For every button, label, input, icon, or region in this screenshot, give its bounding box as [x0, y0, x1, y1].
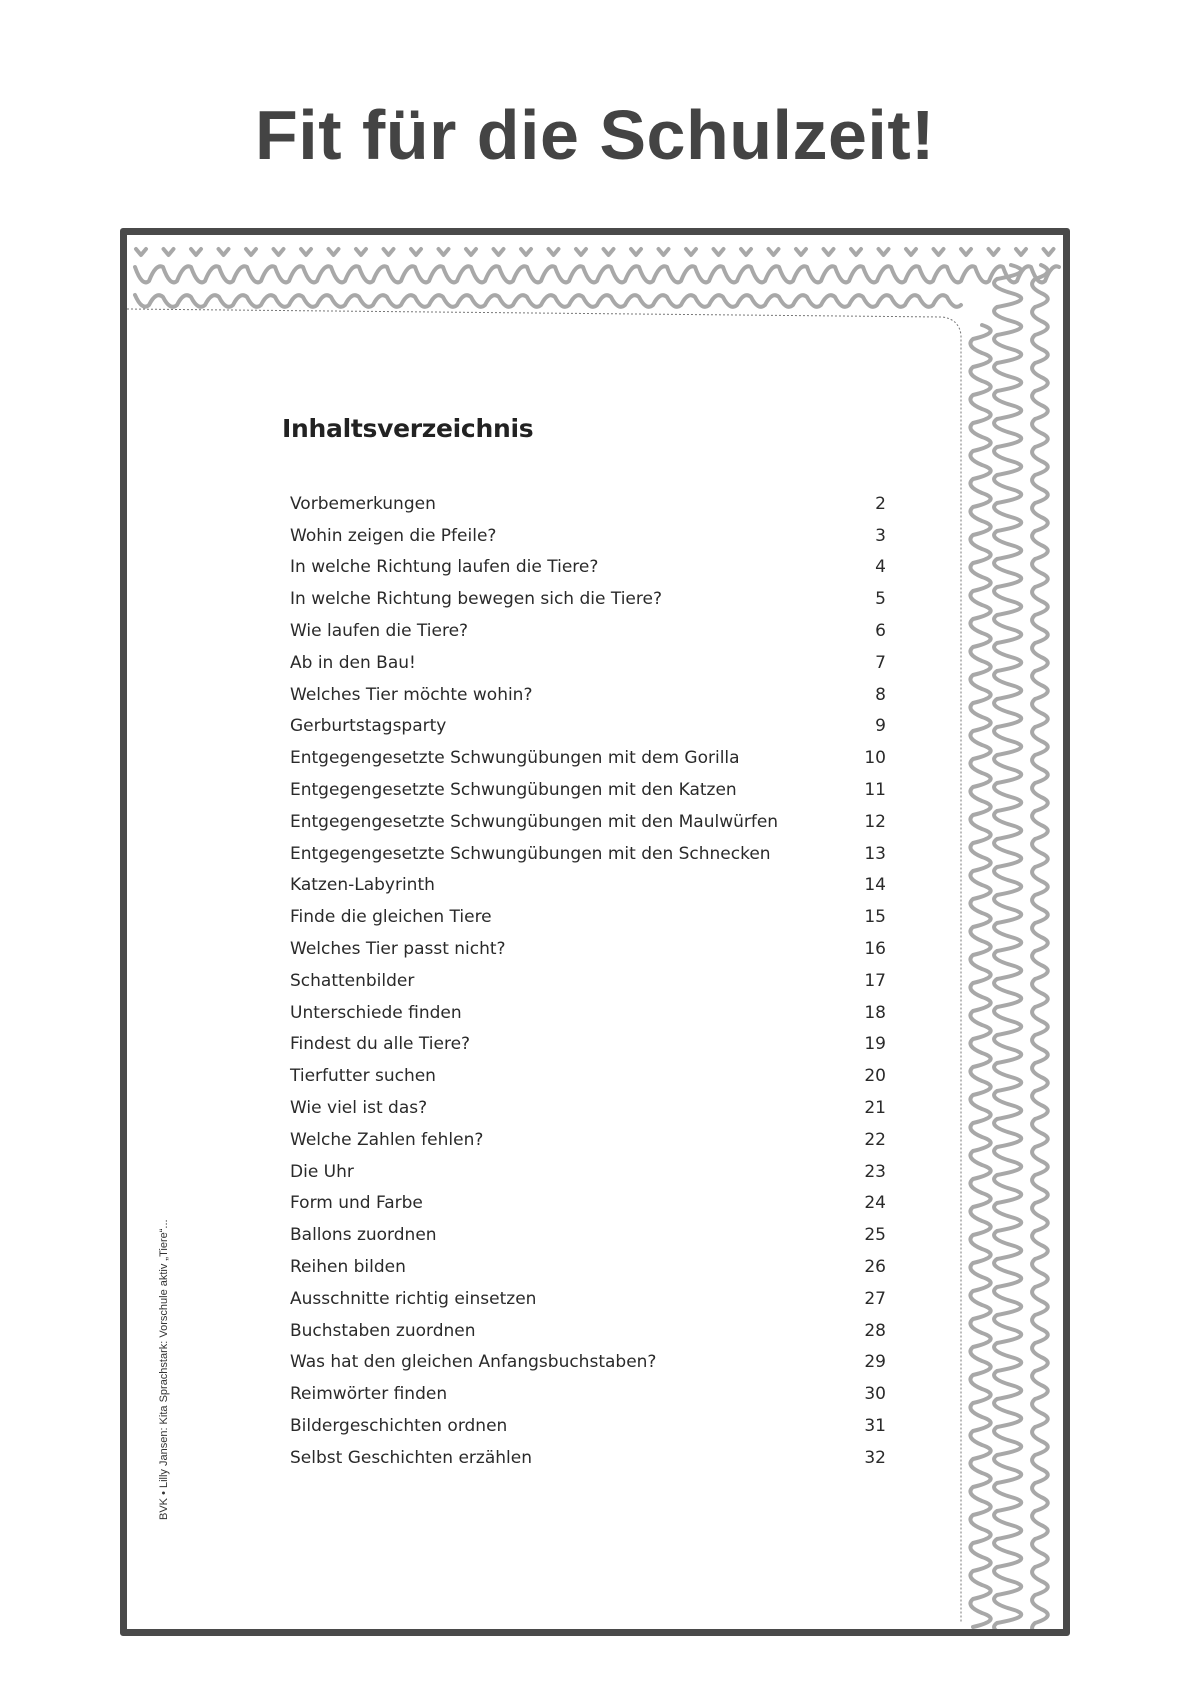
right-inner-wave	[970, 325, 990, 1627]
toc-entry-page: 8	[875, 684, 886, 705]
toc-entry-label: Ausschnitte richtig einsetzen	[290, 1288, 537, 1309]
toc-entry-page: 14	[864, 875, 886, 896]
toc-entry-label: Vorbemerkungen	[290, 493, 436, 514]
toc-entry-label: In welche Richtung bewegen sich die Tiere?	[290, 589, 662, 610]
top-small-wave	[136, 249, 1054, 255]
toc-entry	[290, 679, 886, 711]
toc-entry-page: 28	[864, 1320, 886, 1341]
toc-entry	[290, 647, 886, 679]
toc-entry-page: 12	[864, 811, 886, 832]
toc-entry-label: Selbst Geschichten erzählen	[290, 1447, 532, 1468]
right-outer-wave	[1032, 265, 1048, 1629]
toc-entry-label: Entgegengesetzte Schwungübungen mit den Katzen	[290, 780, 737, 801]
toc-entry-page: 24	[864, 1193, 886, 1214]
toc-entry-page: 3	[875, 525, 886, 546]
toc-entry-page: 16	[864, 939, 886, 960]
toc-entry-label: Welches Tier möchte wohin?	[290, 684, 533, 705]
toc-entry-label: Reihen bilden	[290, 1257, 406, 1278]
toc-entry	[290, 1251, 886, 1283]
toc-entry-page: 10	[864, 748, 886, 769]
toc-entry-label: Entgegengesetzte Schwungübungen mit den Maulwürfen	[290, 811, 779, 832]
toc-entry-label: Form und Farbe	[290, 1193, 423, 1214]
toc-entry	[290, 933, 886, 965]
toc-entry-page: 21	[864, 1098, 886, 1119]
toc-entry-label: Ab in den Bau!	[290, 652, 416, 673]
toc-entry-label: Welches Tier passt nicht?	[290, 939, 506, 960]
toc-entry	[290, 742, 886, 774]
toc-entry	[290, 1219, 886, 1251]
toc-heading: Inhaltsverzeichnis	[282, 414, 534, 443]
toc-entry	[290, 1092, 886, 1124]
toc-entry	[290, 838, 886, 870]
toc-entry-page: 9	[875, 716, 886, 737]
toc-entry-page: 15	[864, 907, 886, 928]
toc-entry-label: Findest du alle Tiere?	[290, 1034, 471, 1055]
toc-entry-page: 7	[875, 652, 886, 673]
top-main-wave	[135, 266, 1059, 282]
toc-entry-page: 6	[875, 621, 886, 642]
toc-entry-page: 25	[864, 1225, 886, 1246]
toc-entry-label: Finde die gleichen Tiere	[290, 907, 492, 928]
toc-entry-label: Unterschiede finden	[290, 1002, 462, 1023]
toc-entry-label: Tierfutter suchen	[290, 1066, 436, 1087]
toc-entry	[290, 870, 886, 902]
toc-entry	[290, 1156, 886, 1188]
toc-entry	[290, 1378, 886, 1410]
toc-entry-page: 13	[864, 843, 886, 864]
toc-entry-label: Ballons zuordnen	[290, 1225, 437, 1246]
toc-entry	[290, 615, 886, 647]
toc-entry-page: 18	[864, 1002, 886, 1023]
toc-entry-page: 17	[864, 970, 886, 991]
toc-entry	[290, 520, 886, 552]
toc-entry-label: Gerburtstagsparty	[290, 716, 447, 737]
toc-entry	[290, 1442, 886, 1474]
toc-entry-label: In welche Richtung laufen die Tiere?	[290, 557, 599, 578]
toc-entry	[290, 965, 886, 997]
toc-entry	[290, 1188, 886, 1220]
toc-entry	[290, 997, 886, 1029]
toc-entry	[290, 901, 886, 933]
top-lower-wave	[135, 295, 961, 307]
toc-entry	[290, 583, 886, 615]
toc-entry-label: Reimwörter finden	[290, 1384, 448, 1405]
toc-entry-label: Schattenbilder	[290, 970, 415, 991]
toc-entry-page: 20	[864, 1066, 886, 1087]
toc-entry	[290, 1410, 886, 1442]
toc-entry-label: Wie viel ist das?	[290, 1098, 428, 1119]
toc-entry	[290, 1060, 886, 1092]
right-main-wave	[994, 265, 1021, 1629]
toc-entry	[290, 488, 886, 520]
toc-entry-page: 22	[864, 1129, 886, 1150]
toc-entry-page: 31	[864, 1416, 886, 1436]
toc-entry-page: 30	[864, 1384, 886, 1405]
toc-entry-label: Welche Zahlen fehlen?	[290, 1129, 484, 1150]
toc-entry-page: 2	[875, 493, 886, 514]
toc-entry-label: Buchstaben zuordnen	[290, 1320, 476, 1341]
page-title: Fit für die Schulzeit!	[255, 96, 935, 174]
toc-entry	[290, 552, 886, 584]
toc-entry-label: Bildergeschichten ordnen	[290, 1416, 508, 1436]
toc-entry-label: Entgegengesetzte Schwungübungen mit den Schnecken	[290, 843, 771, 864]
toc-entry-page: 29	[864, 1352, 886, 1373]
toc-entry	[290, 1124, 886, 1156]
toc-entry-label: Katzen-Labyrinth	[290, 875, 435, 896]
toc-entry	[290, 774, 886, 806]
toc-entry	[290, 711, 886, 743]
toc-entry	[290, 1315, 886, 1347]
side-credit: BVK • Lilly Jansen: Kita Sprachstark: Vorschule aktiv „Tiere“...	[158, 1219, 170, 1520]
toc-entry-label: Wie laufen die Tiere?	[290, 621, 469, 642]
toc-entry-page: 23	[864, 1161, 886, 1182]
toc-entry-page: 19	[864, 1034, 886, 1055]
toc-entry-page: 26	[864, 1257, 886, 1278]
toc-entry-label: Die Uhr	[290, 1161, 354, 1182]
toc-entry	[290, 1347, 886, 1379]
toc-entry-page: 32	[864, 1447, 886, 1468]
toc-entry	[290, 1283, 886, 1315]
toc-entry-label: Was hat den gleichen Anfangsbuchstaben?	[290, 1352, 657, 1373]
toc-entry-page: 5	[875, 589, 886, 610]
toc-entry-label: Entgegengesetzte Schwungübungen mit dem Gorilla	[290, 748, 740, 769]
toc-list	[290, 488, 886, 1474]
toc-entry-page: 4	[875, 557, 886, 578]
toc-entry-page: 11	[864, 780, 886, 801]
toc-entry	[290, 806, 886, 838]
toc-entry-label: Wohin zeigen die Pfeile?	[290, 525, 497, 546]
toc-entry	[290, 1029, 886, 1061]
toc-entry-page: 27	[864, 1288, 886, 1309]
